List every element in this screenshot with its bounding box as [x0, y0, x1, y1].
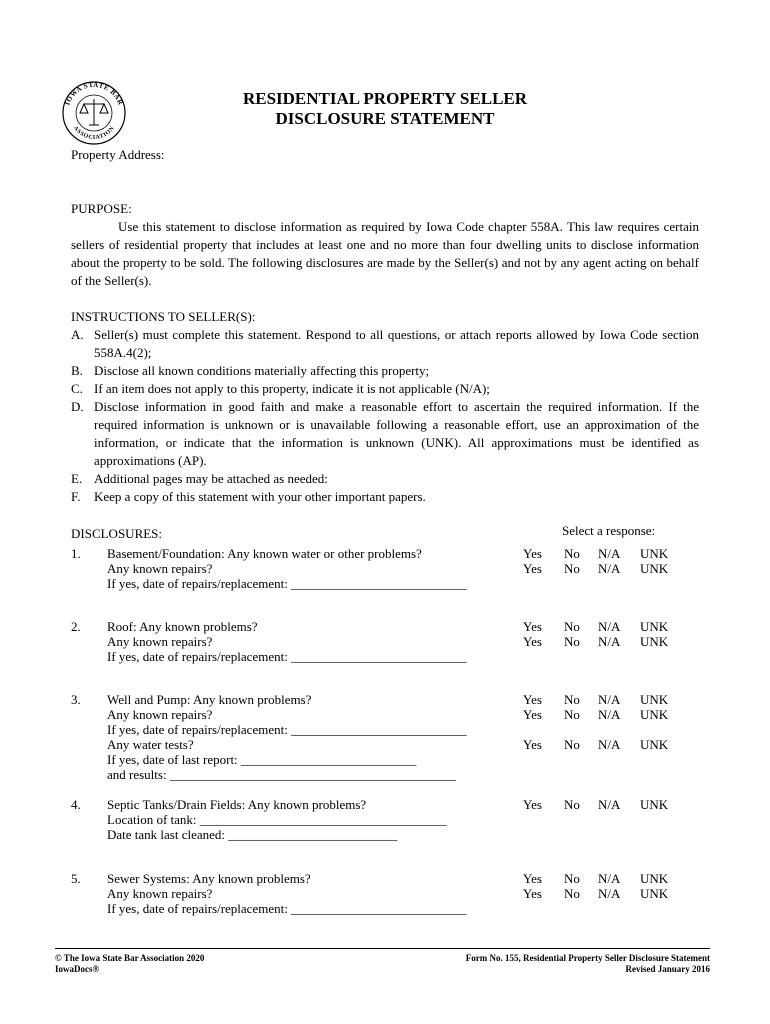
logo-top-text: IOWA STATE BAR	[63, 80, 125, 107]
response-option-na[interactable]: N/A	[598, 546, 621, 561]
instruction-text: Keep a copy of this statement with your other important papers.	[94, 489, 426, 504]
response-option-unk[interactable]: UNK	[640, 692, 669, 707]
purpose-paragraph	[71, 218, 699, 290]
response-option-no[interactable]: No	[564, 737, 580, 752]
instruction-text: Additional pages may be attached as needed:	[94, 471, 328, 486]
footer-revision: Revised January 2016	[625, 964, 710, 974]
logo-bottom-text: ASSOCIATION	[71, 125, 117, 142]
response-option-unk[interactable]: UNK	[640, 619, 669, 634]
bar-association-logo	[58, 75, 130, 147]
response-option-no[interactable]: No	[564, 886, 580, 901]
disclosure-question: Septic Tanks/Drain Fields: Any known problems?	[107, 797, 367, 812]
instruction-item	[71, 380, 699, 398]
disclosure-question: Any known repairs?	[107, 886, 213, 901]
disclosure-question: If yes, date of repairs/replacement: ___________________________	[107, 649, 467, 664]
response-option-no[interactable]: No	[564, 692, 580, 707]
scales-of-justice-icon	[80, 99, 108, 125]
disclosure-question: If yes, date of repairs/replacement: ___________________________	[107, 901, 467, 916]
instruction-text: If an item does not apply to this property, indicate it is not applicable (N/A);	[94, 381, 490, 396]
response-option-yes[interactable]: Yes	[523, 561, 542, 576]
response-option-unk[interactable]: UNK	[640, 634, 669, 649]
disclosure-question: Roof: Any known problems?	[107, 619, 258, 634]
footer-divider	[55, 948, 710, 949]
instruction-item	[71, 488, 699, 506]
disclosure-item	[71, 797, 711, 842]
response-option-na[interactable]: N/A	[598, 692, 621, 707]
response-option-na[interactable]: N/A	[598, 871, 621, 886]
instruction-letter: B.	[71, 363, 83, 378]
response-option-yes[interactable]: Yes	[523, 692, 542, 707]
document-title-line2: DISCLOSURE STATEMENT	[275, 109, 495, 128]
instruction-letter: A.	[71, 327, 84, 342]
response-option-unk[interactable]: UNK	[640, 797, 669, 812]
response-option-yes[interactable]: Yes	[523, 737, 542, 752]
response-option-na[interactable]: N/A	[598, 707, 621, 722]
response-option-unk[interactable]: UNK	[640, 707, 669, 722]
response-option-na[interactable]: N/A	[598, 561, 621, 576]
disclosure-number: 5.	[71, 871, 81, 886]
response-option-unk[interactable]: UNK	[640, 561, 669, 576]
response-option-na[interactable]: N/A	[598, 797, 621, 812]
instruction-item	[71, 326, 699, 362]
response-option-yes[interactable]: Yes	[523, 546, 542, 561]
instruction-text: Disclose all known conditions materially affecting this property;	[94, 363, 430, 378]
instruction-text: Disclose information in good faith and make a reasonable effort to ascertain the required information. If the required information is unknown or is unavailable following a reasonable effort, use an approximation of the information, or indicate that the information is unknown (UNK). All approximations must be identified as approximations (AP).	[94, 399, 699, 468]
footer-copyright: © The Iowa State Bar Association 2020	[55, 953, 205, 963]
response-option-unk[interactable]: UNK	[640, 886, 669, 901]
instruction-item	[71, 398, 699, 470]
disclosure-question: Well and Pump: Any known problems?	[107, 692, 312, 707]
instructions-heading: INSTRUCTIONS TO SELLER(S):	[71, 309, 256, 324]
response-option-yes[interactable]: Yes	[523, 886, 542, 901]
disclosure-question: Basement/Foundation: Any known water or other problems?	[107, 546, 422, 561]
response-option-no[interactable]: No	[564, 871, 580, 886]
instruction-item	[71, 470, 699, 488]
response-option-no[interactable]: No	[564, 546, 580, 561]
disclosure-question: Date tank last cleaned: __________________________	[107, 827, 398, 842]
disclosure-item	[71, 692, 711, 782]
disclosure-question: If yes, date of repairs/replacement: ___________________________	[107, 576, 467, 591]
disclosures-heading: DISCLOSURES:	[71, 526, 163, 541]
disclosure-number: 1.	[71, 546, 81, 561]
instruction-text: Seller(s) must complete this statement. Respond to all questions, or attach reports allowed by Iowa Code section 558A.4(2);	[94, 327, 699, 360]
instructions-list	[71, 326, 699, 506]
response-option-yes[interactable]: Yes	[523, 634, 542, 649]
disclosure-question: Any known repairs?	[107, 634, 213, 649]
document-title-line1: RESIDENTIAL PROPERTY SELLER	[242, 89, 528, 108]
disclosure-item	[71, 546, 711, 591]
instruction-item	[71, 362, 699, 380]
response-option-no[interactable]: No	[564, 634, 580, 649]
response-option-na[interactable]: N/A	[598, 886, 621, 901]
response-option-yes[interactable]: Yes	[523, 707, 542, 722]
response-option-yes[interactable]: Yes	[523, 871, 542, 886]
response-option-na[interactable]: N/A	[598, 634, 621, 649]
response-option-no[interactable]: No	[564, 797, 580, 812]
response-option-yes[interactable]: Yes	[523, 797, 542, 812]
disclosure-question: Any known repairs?	[107, 707, 213, 722]
disclosure-number: 4.	[71, 797, 81, 812]
instruction-letter: D.	[71, 399, 84, 414]
response-option-na[interactable]: N/A	[598, 737, 621, 752]
response-option-unk[interactable]: UNK	[640, 871, 669, 886]
response-option-no[interactable]: No	[564, 707, 580, 722]
footer-brand: IowaDocs®	[55, 964, 100, 974]
disclosure-question: and results: ____________________________________________	[107, 767, 456, 782]
disclosure-question: If yes, date of repairs/replacement: ___________________________	[107, 722, 467, 737]
disclosure-number: 2.	[71, 619, 81, 634]
instruction-letter: E.	[71, 471, 83, 486]
disclosure-question: Any water tests?	[107, 737, 194, 752]
response-option-yes[interactable]: Yes	[523, 619, 542, 634]
disclosure-number: 3.	[71, 692, 81, 707]
disclosure-question: Sewer Systems: Any known problems?	[107, 871, 311, 886]
footer-form-number: Form No. 155, Residential Property Seller Disclosure Statement	[465, 953, 710, 963]
response-option-unk[interactable]: UNK	[640, 546, 669, 561]
disclosure-question: Any known repairs?	[107, 561, 213, 576]
instruction-letter: F.	[71, 489, 81, 504]
purpose-heading: PURPOSE:	[71, 201, 132, 216]
disclosure-item	[71, 619, 711, 664]
response-option-unk[interactable]: UNK	[640, 737, 669, 752]
purpose-text: Use this statement to disclose information as required by Iowa Code chapter 558A. This law requires certain sellers of residential property that includes at least one and no more than four dwelling units to disclose information about the property to be sold. The following disclosures are made by the Seller(s) and not by any agent acting on behalf of the Seller(s).	[71, 219, 699, 288]
disclosure-item	[71, 871, 711, 916]
select-response-label: Select a response:	[562, 523, 656, 538]
disclosure-question: If yes, date of last report: ___________________________	[107, 752, 417, 767]
disclosure-question: Location of tank: ______________________________________	[107, 812, 447, 827]
response-option-no[interactable]: No	[564, 561, 580, 576]
response-option-na[interactable]: N/A	[598, 619, 621, 634]
instruction-letter: C.	[71, 381, 83, 396]
property-address-label: Property Address:	[71, 147, 165, 162]
response-option-no[interactable]: No	[564, 619, 580, 634]
